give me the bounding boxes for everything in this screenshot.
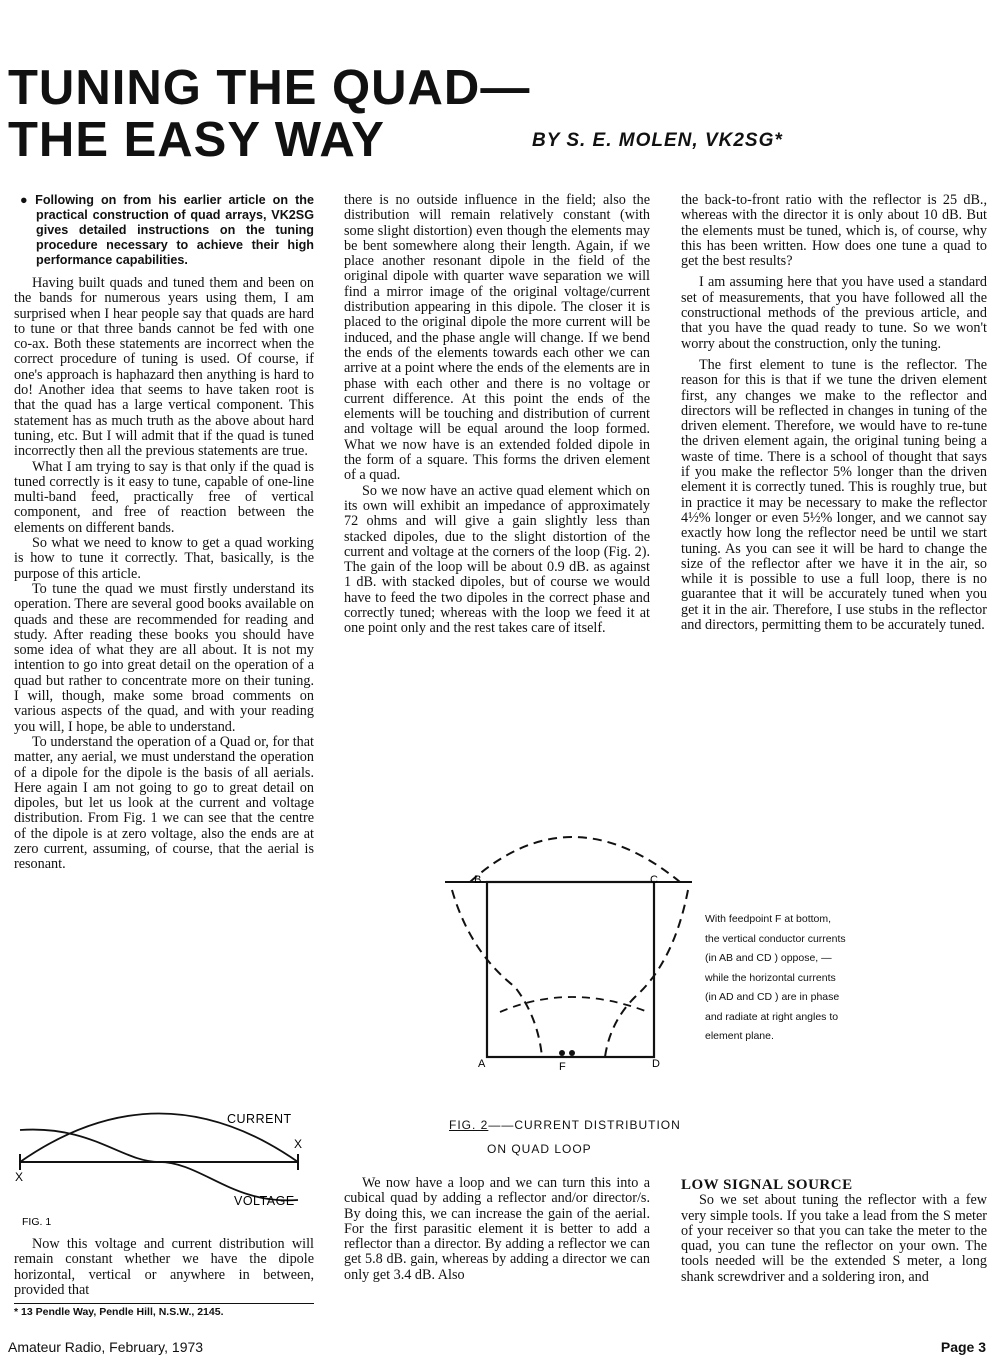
current-dash-top	[470, 837, 680, 882]
end-label-right: X	[294, 1137, 303, 1151]
figure-2-caption-text: ——CURRENT DISTRIBUTION	[488, 1118, 681, 1132]
paragraph: So we now have an active quad element which on its own will exhibit an impedance of approximately 72 ohms and will give a gain slightly less than stacked dipoles, due to the slight distortion of the current and voltage at the corners of the loop (Fig. 2). The gain of the loop will be about 0.9 dB. as against 1 dB. with stacked dipoles, but of course we would have to feed the two dipoles in the correct phase and correctly tuned; whereas with the loop we feed it at one point only and the rest takes care of itself.	[344, 482, 650, 637]
current-dash-inner	[500, 997, 648, 1012]
figure-2-caption-line-2: ON QUAD LOOP	[487, 1142, 592, 1156]
column-1-bottom	[14, 1237, 314, 1298]
feed-point-left	[559, 1050, 565, 1056]
paragraph: So we set about tuning the reflector with a few very simple tools. If you take a lead from the S meter of your receiver so that you can take the meter to the quad, you can tune the reflector on your own. The tools needed will be the extended S meter, a long shank screwdriver and a soldering iron, and	[681, 1192, 987, 1285]
paragraph: To tune the quad we must firstly understand its operation. There are several good books available on quads and these are recommended for reading and study. After reading these books you should have some idea of what they are all about. It is not my intention to go into great detail on the operation of a quad but rather to concentrate more on their tuning. I will, though, make some broad comments on various aspects of the quad, and with your reading you will, I hope, be able to understand.	[14, 580, 314, 735]
current-dash-right	[605, 890, 688, 1057]
corner-label-b: B	[474, 874, 482, 886]
paragraph: To understand the operation of a Quad or, for that matter, any aerial, we must understand the operation of a dipole for the dipole is the basis of all aerials. Here again I am not going to go to great detail on dipoles, but let us look at the current and voltage distribution. From Fig. 1 we can see that the centre of the dipole is at zero voltage, also the ends are at zero current, assuming, of course, that the aerial is resonant.	[14, 733, 314, 873]
feed-label-f: F	[559, 1061, 566, 1072]
paragraph: Having built quads and tuned them and been on the bands for numerous years using them, I am surprised when I hear people say that quads are hard to tune or that three bands cannot be fed with one co-ax. Both these statements are incorrect when the correct procedure of tuning is used. Of course, if one's approach is haphazard then anything is hard to do! Another idea that seems to have taken root is that the quad has a large vertical component. This statement has as much truth as the above about hard tuning, etc. But I will admit that if the quad is tuned incorrectly then all the previous statements are true.	[14, 275, 314, 460]
figure-1-dipole-diagram	[12, 1105, 317, 1230]
quad-loop	[487, 882, 654, 1057]
figure-2-note	[705, 910, 915, 1047]
paragraph: I am assuming here that you have used a standard set of measurements, that you have followed all the constructional methods of the previous article, and that you have the quad ready to tune. So we won't worry about the construction, only the tuning.	[681, 274, 987, 352]
column-1	[14, 193, 314, 873]
column-3	[681, 193, 987, 633]
corner-label-d: D	[652, 1058, 660, 1070]
column-3-bottom	[681, 1178, 987, 1285]
paragraph: Now this voltage and current distribution will remain constant whether we have the dipole horizontal, vertical or anywhere in between, provided that	[14, 1236, 314, 1298]
intro-text: Following on from his earlier article on the practical construction of quad arrays, VK2SG gives detailed instructions on the tuning procedure necessary to achieve their high performance capabilities.	[35, 193, 314, 267]
note-line: while the horizontal currents	[705, 971, 836, 984]
note-line: and radiate at right angles to	[705, 1010, 839, 1023]
feed-point-right	[569, 1050, 575, 1056]
voltage-label: VOLTAGE	[234, 1194, 295, 1208]
figure-2-number: FIG. 2	[449, 1118, 489, 1132]
note-line: (in AB and CD ) oppose, —	[705, 952, 832, 964]
voltage-curve	[20, 1130, 298, 1201]
intro-blurb	[14, 193, 314, 268]
paragraph: So what we need to know to get a quad working is how to tune it correctly. That, basically, is the purpose of this article.	[14, 535, 314, 582]
corner-label-a: A	[478, 1058, 486, 1070]
end-label-left: X	[15, 1170, 24, 1184]
note-line: With feedpoint F at bottom,	[705, 913, 832, 925]
title-line-2: THE EASY WAY	[8, 113, 385, 167]
note-line: (in AD and CD ) are in phase	[705, 991, 840, 1003]
byline: BY S. E. MOLEN, VK2SG*	[532, 130, 783, 151]
figure-1-caption: FIG. 1	[22, 1216, 52, 1228]
bullet-icon: ●	[20, 193, 32, 207]
corner-label-c: C	[650, 874, 658, 886]
article-title	[8, 62, 530, 166]
paragraph: The first element to tune is the reflector. The reason for this is that if we tune the driven element first, any changes we make to the reflector and directors will be reflected in changes in tuning of the driven element. Therefore, we would have to re-tune the driven element again, the original tuning being a waste of time. There is a school of thought that says if you make the reflector 5% longer than the driven element it is correctly tuned. This is roughly true, but in practice it may be necessary to make the reflector 4½% longer or even 5½% longer, and we cannot say exactly how long the reflector need be until we start tuning. As you can see it will be hard to change the size of the reflector after we have it in the air, so while it is possible to use a full loop, there is no guarantee that it will be accurately tuned when you get it in the air. Therefore, I use stubs in the reflector and directors, permitting them to be accurately tuned.	[681, 356, 987, 634]
title-line-1: TUNING THE QUAD—	[8, 61, 531, 115]
figure-2-quad-loop-diagram	[430, 812, 700, 1072]
footer-page-number: Page 3	[940, 1339, 986, 1355]
note-line: element plane.	[705, 1030, 774, 1042]
current-label: CURRENT	[227, 1112, 292, 1126]
column-2-bottom	[344, 1176, 650, 1283]
current-dash-left	[452, 890, 542, 1057]
column-2	[344, 193, 650, 637]
note-line: the vertical conductor currents	[705, 932, 846, 945]
paragraph: the back-to-front ratio with the reflector is 25 dB., whereas with the director it is only about 10 dB. But the elements must be tuned, which is, of course, why this has been written. How does one tune a quad to get the best results?	[681, 192, 987, 270]
section-heading: LOW SIGNAL SOURCE	[681, 1177, 853, 1193]
paragraph: What I am trying to say is that only if the quad is tuned correctly is it easy to tune, capable of one-line multi-band feed, practically free of vertical component, and free of reaction between the elements on different bands.	[14, 458, 314, 536]
paragraph: there is no outside influence in the field; also the distribution will remain relatively constant (with some slight distortion) even though the elements may be bent somewhere along their length. Again, if we place another resonant dipole in the field of the original dipole with quarter wave separation we will find a mirror image of the original voltage/current distribution appearing in this dipole. The closer it is placed to the original dipole the more current will be induced, and the phase angle will change. If we bend the ends of the elements towards each other we can arrive at a point where the ends of the elements are in phase with each other and there is no voltage or current difference. At this point the ends of the elements will be touching and distribution of current and voltage will be equal around the loop formed. What we now have is an extended folded dipole in the form of a square. This forms the driven element of a quad.	[344, 192, 650, 484]
footer-publication: Amateur Radio, February, 1973	[8, 1339, 204, 1355]
figure-2-caption	[449, 1113, 681, 1161]
paragraph: We now have a loop and we can turn this into a cubical quad by adding a reflector and/or director/s. By doing this, we can increase the gain of the aerial. For the first parasitic element it is better to add a reflector than a director. By adding a reflector we can get 5.8 dB. gain, whereas by adding a director we can only get 3.4 dB. Also	[344, 1175, 650, 1283]
author-footnote: * 13 Pendle Way, Pendle Hill, N.S.W., 2145.	[14, 1303, 314, 1318]
